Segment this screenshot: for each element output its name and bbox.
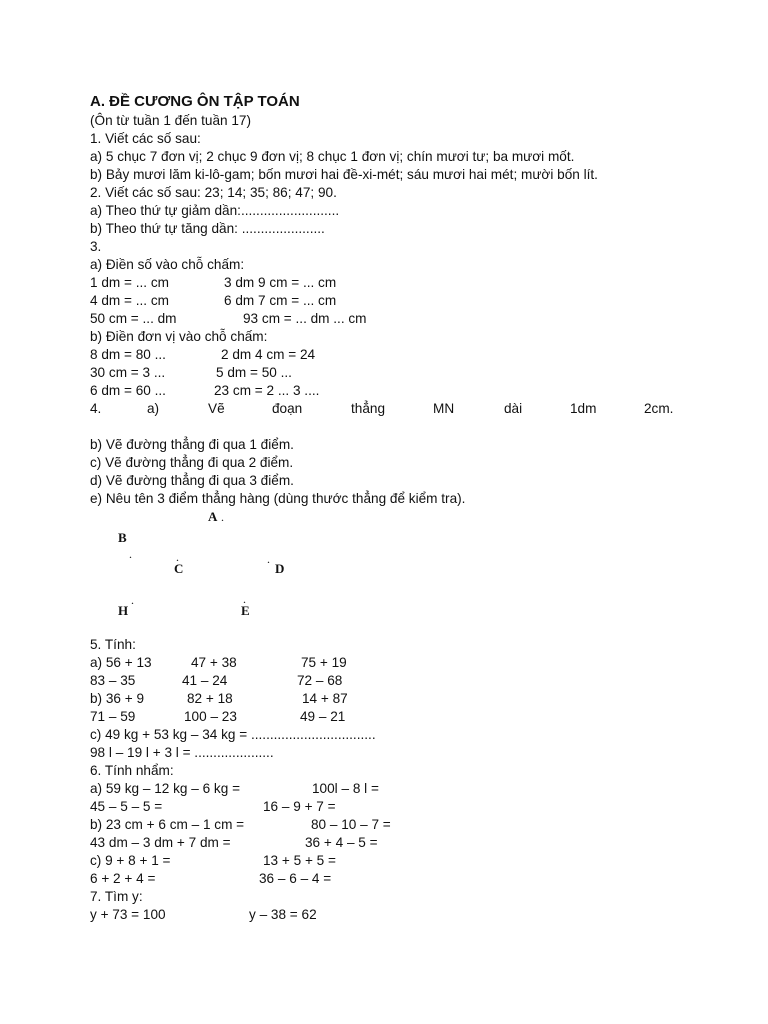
q3-b-cell: 6 dm = 60 ... xyxy=(90,383,166,398)
point-label-b: B xyxy=(118,530,127,545)
q4-word: 4. xyxy=(90,401,102,416)
q5-cell: 83 – 35 xyxy=(90,673,136,688)
q5-cell: 47 + 38 xyxy=(191,655,237,670)
q6-cell: 80 – 10 – 7 = xyxy=(311,817,391,832)
q3-a-cell: 3 dm 9 cm = ... cm xyxy=(224,275,337,290)
q3-b-heading: b) Điền đơn vị vào chỗ chấm: xyxy=(90,329,268,344)
q6-cell: 36 – 6 – 4 = xyxy=(259,871,332,886)
q6-cell: 36 + 4 – 5 = xyxy=(305,835,378,850)
q4-word: 2cm. xyxy=(644,401,674,416)
q6-cell: 6 + 2 + 4 = xyxy=(90,871,156,886)
q5-heading: 5. Tính: xyxy=(90,637,136,652)
q6-cell: 45 – 5 – 5 = xyxy=(90,799,163,814)
q5-part-c1: c) 49 kg + 53 kg – 34 kg = ................................. xyxy=(90,727,376,742)
q3-b-cell: 8 dm = 80 ... xyxy=(90,347,166,362)
q5-cell: 14 + 87 xyxy=(302,691,348,706)
q4-part-c: c) Vẽ đường thẳng đi qua 2 điểm. xyxy=(90,455,294,470)
q3-a-cell: 1 dm = ... cm xyxy=(90,275,169,290)
q3-a-cell: 50 cm = ... dm xyxy=(90,311,177,326)
q3-heading: 3. xyxy=(90,239,102,254)
q3-b-cell: 23 cm = 2 ... 3 .... xyxy=(214,383,320,398)
q7-heading: 7. Tìm y: xyxy=(90,889,143,904)
point-label-d: D xyxy=(275,561,285,576)
point-label-h: H xyxy=(118,603,129,618)
q6-cell: 13 + 5 + 5 = xyxy=(263,853,336,868)
q3-a-heading: a) Điền số vào chỗ chấm: xyxy=(90,257,245,272)
q4-word: 1dm xyxy=(570,401,597,416)
q6-cell: 43 dm – 3 dm + 7 dm = xyxy=(90,835,231,850)
document-title: A. ĐỀ CƯƠNG ÔN TẬP TOÁN xyxy=(90,93,300,110)
q1-part-a: a) 5 chục 7 đơn vị; 2 chục 9 đơn vị; 8 chục 1 đơn vị; chín mươi tư; ba mươi mốt. xyxy=(90,149,575,164)
q4-word: đoạn xyxy=(272,401,303,416)
point-label-c: C xyxy=(174,561,184,576)
q6-cell: b) 23 cm + 6 cm – 1 cm = xyxy=(90,817,245,832)
q3-b-cell: 5 dm = 50 ... xyxy=(216,365,292,380)
q3-b-cell: 30 cm = 3 ... xyxy=(90,365,166,380)
q1-part-b: b) Bảy mươi lăm ki-lô-gam; bốn mươi hai đề-xi-mét; sáu mươi hai mét; mười bốn lít. xyxy=(90,167,598,182)
point-label-a: A xyxy=(208,509,218,524)
q4-part-b: b) Vẽ đường thẳng đi qua 1 điểm. xyxy=(90,437,294,452)
point-dot-a: . xyxy=(221,510,224,524)
q5-cell: 75 + 19 xyxy=(301,655,347,670)
q2-heading: 2. Viết các số sau: 23; 14; 35; 86; 47; 90. xyxy=(90,185,337,200)
q7-row xyxy=(90,906,317,978)
q6-cell: 100l – 8 l = xyxy=(312,781,379,796)
q7-cell: y – 38 = 62 xyxy=(249,907,317,922)
q6-heading: 6. Tính nhẩm: xyxy=(90,763,174,778)
q4-part-d: d) Vẽ đường thẳng đi qua 3 điểm. xyxy=(90,473,294,488)
point-dot-e: . xyxy=(243,592,246,606)
q5-cell: 71 – 59 xyxy=(90,709,136,724)
q2-part-b: b) Theo thứ tự tăng dần: ...................... xyxy=(90,221,325,236)
point-dot-d: . xyxy=(267,552,270,566)
q5-cell: 72 – 68 xyxy=(297,673,343,688)
q4-word: MN xyxy=(433,401,455,416)
q4-part-e: e) Nêu tên 3 điểm thẳng hàng (dùng thước thẳng để kiểm tra). xyxy=(90,491,466,506)
document-subtitle: (Ôn từ tuần 1 đến tuần 17) xyxy=(90,113,252,128)
point-dot-b: . xyxy=(129,547,132,561)
q3-a-cell: 4 dm = ... cm xyxy=(90,293,169,308)
q4-word: a) xyxy=(147,401,160,416)
q4-word: thẳng xyxy=(351,401,386,416)
q7-cell: y + 73 = 100 xyxy=(90,907,166,922)
q5-cell: 41 – 24 xyxy=(182,673,228,688)
q6-cell: c) 9 + 8 + 1 = xyxy=(90,853,171,868)
point-label-e: E xyxy=(241,603,250,618)
q5-cell: 49 – 21 xyxy=(300,709,346,724)
q5-part-c2: 98 l – 19 l + 3 l = ..................... xyxy=(90,745,274,760)
q3-a-cell: 93 cm = ... dm ... cm xyxy=(243,311,367,326)
q5-cell: b) 36 + 9 xyxy=(90,691,145,706)
q5-cell: 100 – 23 xyxy=(184,709,237,724)
point-dot-h: . xyxy=(131,593,134,607)
q2-part-a: a) Theo thứ tự giảm dần:.......................... xyxy=(90,203,340,218)
q4-word: Vẽ xyxy=(208,401,225,416)
q6-cell: a) 59 kg – 12 kg – 6 kg = xyxy=(90,781,241,796)
point-dot-c: . xyxy=(176,550,179,564)
q5-cell: 82 + 18 xyxy=(187,691,233,706)
q3-a-cell: 6 dm 7 cm = ... cm xyxy=(224,293,337,308)
q1-heading: 1. Viết các số sau: xyxy=(90,131,201,146)
q6-cell: 16 – 9 + 7 = xyxy=(263,799,336,814)
q4-word: dài xyxy=(504,401,523,416)
q3-b-cell: 2 dm 4 cm = 24 xyxy=(221,347,316,362)
q5-cell: a) 56 + 13 xyxy=(90,655,152,670)
